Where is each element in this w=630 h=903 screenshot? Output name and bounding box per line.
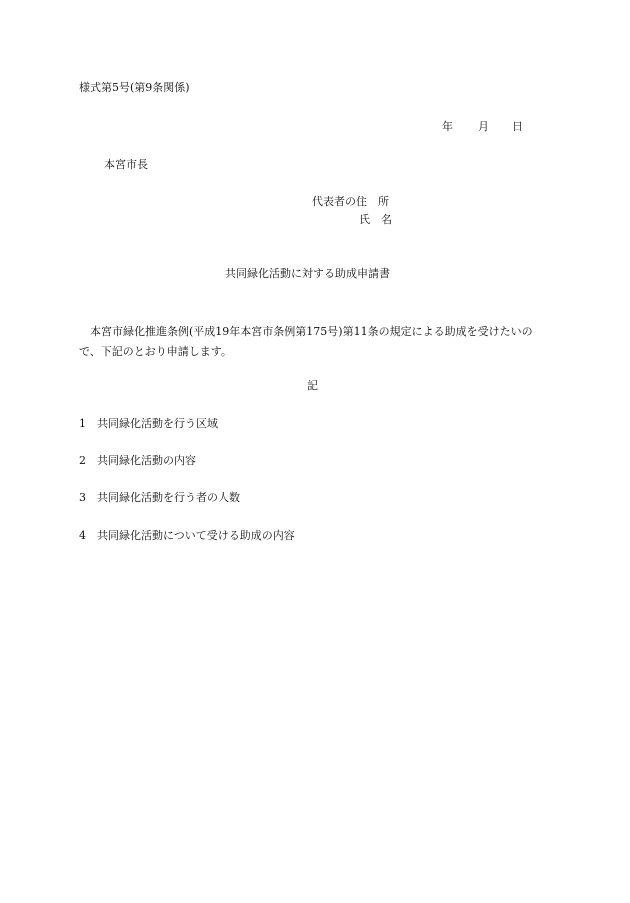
list-item bbox=[79, 492, 240, 503]
date-day-label: 日 bbox=[512, 120, 523, 133]
addressee: 本宮市長 bbox=[104, 158, 148, 171]
representative-address-label: 代表者の住 所 bbox=[312, 195, 389, 208]
document-title: 共同緑化活動に対する助成申請書 bbox=[225, 267, 390, 280]
list-item bbox=[79, 455, 196, 466]
application-statement: 本宮市緑化推進条例(平成19年本宮市条例第175号)第11条の規定による助成を受けたいので、下記のとおり申請します。 bbox=[79, 325, 533, 358]
item-label: 共同緑化活動を行う者の人数 bbox=[97, 491, 240, 504]
list-item bbox=[79, 418, 218, 429]
date-year-label: 年 bbox=[442, 120, 453, 133]
representative-name-label: 氏 名 bbox=[359, 213, 392, 226]
item-number: 3 bbox=[79, 491, 86, 504]
item-number: 1 bbox=[79, 417, 86, 430]
item-label: 共同緑化活動について受ける助成の内容 bbox=[97, 529, 295, 542]
date-month-label: 月 bbox=[478, 120, 489, 133]
item-number: 4 bbox=[79, 529, 86, 542]
item-label: 共同緑化活動を行う区域 bbox=[97, 417, 218, 430]
list-item bbox=[79, 530, 295, 541]
item-number: 2 bbox=[79, 454, 86, 467]
form-number: 様式第5号(第9条関係) bbox=[79, 81, 190, 94]
item-label: 共同緑化活動の内容 bbox=[97, 454, 196, 467]
notes-heading: 記 bbox=[307, 379, 318, 392]
